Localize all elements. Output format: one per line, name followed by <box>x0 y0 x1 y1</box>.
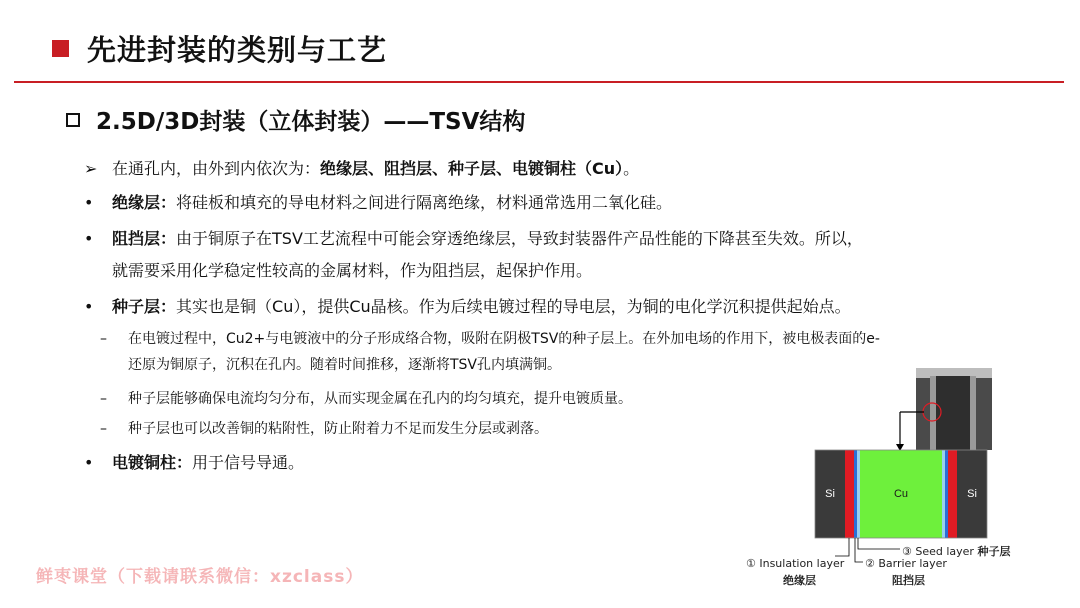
sub-item-text: 在电镀过程中，Cu2+与电镀液中的分子形成络合物，吸附在阴极TSV的种子层上。在外加电场的作用下，被电极表面的e- <box>128 331 880 347</box>
list-item-insulation <box>84 188 672 218</box>
sub-item-1 <box>84 326 880 352</box>
title-divider <box>14 81 1064 83</box>
barrier-layer-cn-label: 阻挡层 <box>892 574 925 587</box>
intro-bold: 绝缘层、阻挡层、种子层、电镀铜柱（Cu） <box>320 159 624 178</box>
item-term: 种子层： <box>112 297 177 316</box>
sem-micrograph-image <box>896 368 992 451</box>
list-item-seed <box>84 292 851 322</box>
seed-layer-cn-label: 种子层 <box>977 545 1011 558</box>
section-heading <box>66 103 525 136</box>
sub-item-text: 种子层能够确保电流均匀分布，从而实现金属在孔内的均匀填充，提升电镀质量。 <box>128 391 632 407</box>
dash-bullet: – <box>100 421 107 437</box>
sub-item-3 <box>84 416 548 442</box>
intro-prefix: 在通孔内，由外到内依次为： <box>112 159 321 178</box>
bullet-dot: • <box>84 193 94 212</box>
list-item-copper <box>84 448 304 478</box>
sub-item-2 <box>84 386 632 412</box>
dash-bullet: – <box>100 391 107 407</box>
item-text-cont: 就需要采用化学稳定性较高的金属材料，作为阻挡层，起保护作用。 <box>112 261 593 280</box>
barrier-layer-label: ② Barrier layer <box>865 557 947 570</box>
item-text: 用于信号导通。 <box>192 453 305 472</box>
item-term: 绝缘层： <box>112 193 177 212</box>
cu-label: Cu <box>893 488 909 500</box>
list-item-barrier <box>84 224 863 254</box>
item-text: 将硅板和填充的导电材料之间进行隔离绝缘，材料通常选用二氧化硅。 <box>176 193 673 212</box>
item-term: 阻挡层： <box>112 229 177 248</box>
sub-item-1-cont <box>128 352 561 378</box>
bullet-dot: • <box>84 297 94 316</box>
page-header <box>52 26 387 70</box>
si-left-label: Si <box>825 488 835 500</box>
title-square-icon <box>52 40 69 57</box>
dash-bullet: – <box>100 331 107 347</box>
sub-item-text: 种子层也可以改善铜的粘附性，防止附着力不足而发生分层或剥落。 <box>128 421 548 437</box>
intro-suffix: 。 <box>623 159 640 178</box>
bullet-dot: • <box>84 229 94 248</box>
list-item-barrier-cont <box>112 256 592 286</box>
bullet-dot: • <box>84 453 94 472</box>
sub-item-text-cont: 还原为铜原子，沉积在孔内。随着时间推移，逐渐将TSV孔内填满铜。 <box>128 357 562 373</box>
item-text: 其实也是铜（Cu），提供Cu晶核。作为后续电镀过程的导电层，为铜的电化学沉积提供起始点。 <box>176 297 851 316</box>
item-text: 由于铜原子在TSV工艺流程中可能会穿透绝缘层，导致封装器件产品性能的下降甚至失效。所以， <box>176 229 863 248</box>
section-title: 2.5D/3D封装（立体封装）——TSV结构 <box>96 109 526 135</box>
footer-watermark: 鲜枣课堂（下载请联系微信：xzclass） <box>36 567 364 587</box>
page-title: 先进封装的类别与工艺 <box>87 32 388 67</box>
seed-layer-en: ③ Seed layer <box>902 545 974 558</box>
si-right-label: Si <box>967 488 977 500</box>
seed-layer-label <box>902 543 1010 559</box>
insulation-layer-cn-label: 绝缘层 <box>783 574 816 587</box>
insulation-layer-label: ① Insulation layer <box>746 557 845 570</box>
intro-line <box>84 154 639 184</box>
arrow-bullet-icon: ➢ <box>84 159 98 178</box>
hollow-square-icon <box>66 113 80 127</box>
item-term: 电镀铜柱： <box>112 453 193 472</box>
